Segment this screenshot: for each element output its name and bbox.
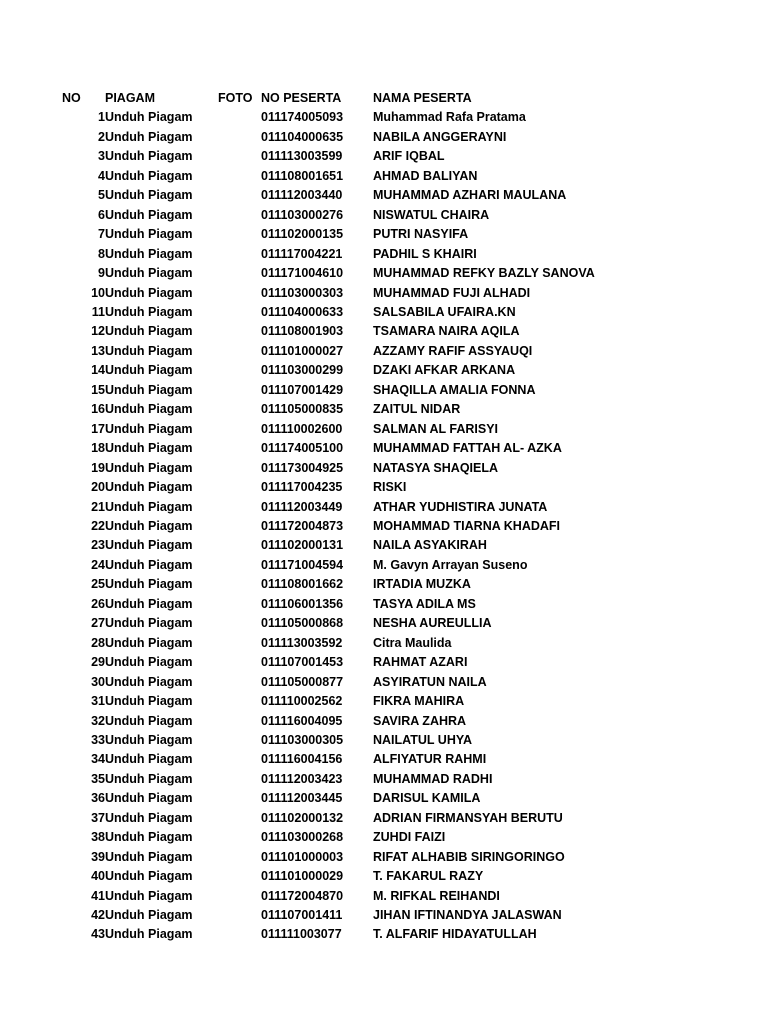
- table-row: [62, 575, 613, 594]
- row-number: 29: [91, 655, 105, 670]
- photo-cell: [218, 789, 261, 808]
- participant-number: 011108001903: [261, 324, 344, 339]
- participant-name: NAILATUL UHYA: [373, 732, 473, 747]
- table-row: [62, 595, 613, 614]
- download-certificate-link[interactable]: Unduh Piagam: [105, 129, 193, 144]
- row-number: 11: [91, 304, 105, 319]
- download-certificate-link[interactable]: Unduh Piagam: [105, 246, 193, 261]
- row-number: 18: [91, 441, 105, 456]
- table-row: [62, 731, 613, 750]
- photo-cell: [218, 264, 261, 283]
- participant-name: RISKI: [373, 480, 407, 495]
- row-number: 41: [91, 888, 105, 903]
- table-row: [62, 828, 613, 847]
- download-certificate-link[interactable]: Unduh Piagam: [105, 908, 193, 923]
- column-header-foto: FOTO: [218, 91, 253, 105]
- participant-number: 011172004873: [261, 518, 344, 533]
- photo-cell: [218, 712, 261, 731]
- participant-name: JIHAN IFTINANDYA JALASWAN: [373, 908, 562, 923]
- participant-name: NAILA ASYAKIRAH: [373, 538, 487, 553]
- photo-cell: [218, 245, 261, 264]
- participant-name: SAVIRA ZAHRA: [373, 713, 467, 728]
- photo-cell: [218, 867, 261, 886]
- photo-cell: [218, 459, 261, 478]
- participant-number: 011112003445: [261, 791, 343, 806]
- participant-number: 011107001429: [261, 382, 344, 397]
- participant-number: 011101000027: [261, 343, 344, 358]
- row-number: 26: [91, 596, 105, 611]
- row-number: 3: [98, 149, 105, 164]
- download-certificate-link[interactable]: Unduh Piagam: [105, 538, 193, 553]
- row-number: 14: [91, 363, 105, 378]
- participant-number: 011113003599: [261, 149, 343, 164]
- download-certificate-link[interactable]: Unduh Piagam: [105, 168, 193, 183]
- download-certificate-link[interactable]: Unduh Piagam: [105, 207, 193, 222]
- row-number: 9: [98, 266, 105, 281]
- row-number: 4: [98, 168, 105, 183]
- photo-cell: [218, 167, 261, 186]
- participant-name: ATHAR YUDHISTIRA JUNATA: [373, 499, 548, 514]
- participant-number: 011103000276: [261, 207, 344, 222]
- download-certificate-link[interactable]: Unduh Piagam: [105, 888, 193, 903]
- photo-cell: [218, 478, 261, 497]
- row-number: 10: [91, 285, 105, 300]
- participant-name: SALMAN AL FARISYI: [373, 421, 499, 436]
- participants-table: [62, 89, 613, 945]
- participant-number: 011113003592: [261, 635, 343, 650]
- photo-cell: [218, 439, 261, 458]
- participant-number: 011172004870: [261, 888, 344, 903]
- participant-name: RIFAT ALHABIB SIRINGORINGO: [373, 849, 565, 864]
- participant-name: MUHAMMAD FATTAH AL- AZKA: [373, 441, 562, 456]
- table-row: [62, 498, 613, 517]
- photo-cell: [218, 887, 261, 906]
- participant-name: MUHAMMAD AZHARI MAULANA: [373, 188, 567, 203]
- download-certificate-link[interactable]: Unduh Piagam: [105, 324, 193, 339]
- download-certificate-link[interactable]: Unduh Piagam: [105, 421, 193, 436]
- download-certificate-link[interactable]: Unduh Piagam: [105, 694, 193, 709]
- participant-name: PUTRI NASYIFA: [373, 227, 469, 242]
- photo-cell: [218, 342, 261, 361]
- participant-number: 011107001453: [261, 655, 344, 670]
- row-number: 25: [91, 577, 105, 592]
- photo-cell: [218, 925, 261, 944]
- participant-number: 011108001651: [261, 168, 344, 183]
- download-certificate-link[interactable]: Unduh Piagam: [105, 480, 193, 495]
- participant-name: Muhammad Rafa Pratama: [373, 110, 526, 125]
- photo-cell: [218, 322, 261, 341]
- download-certificate-link[interactable]: Unduh Piagam: [105, 732, 193, 747]
- participant-number: 011112003440: [261, 188, 343, 203]
- row-number: 20: [91, 480, 105, 495]
- participant-name: RAHMAT AZARI: [373, 655, 468, 670]
- download-certificate-link[interactable]: Unduh Piagam: [105, 363, 193, 378]
- row-number: 27: [91, 616, 105, 631]
- column-header-no: NO: [62, 91, 81, 105]
- photo-cell: [218, 186, 261, 205]
- download-certificate-link[interactable]: Unduh Piagam: [105, 635, 193, 650]
- table-row: [62, 381, 613, 400]
- participant-number: 011103000268: [261, 830, 344, 845]
- participant-number: 011174005100: [261, 441, 344, 456]
- row-number: 8: [98, 246, 105, 261]
- participant-number: 011107001411: [261, 908, 343, 923]
- download-certificate-link[interactable]: Unduh Piagam: [105, 266, 193, 281]
- table-row: [62, 186, 613, 205]
- table-row: [62, 147, 613, 166]
- table-row: [62, 128, 613, 147]
- table-row: [62, 887, 613, 906]
- participant-name: Citra Maulida: [373, 635, 452, 650]
- participant-name: SHAQILLA AMALIA FONNA: [373, 382, 536, 397]
- participant-name: SALSABILA UFAIRA.KN: [373, 304, 516, 319]
- photo-cell: [218, 848, 261, 867]
- row-number: 36: [91, 791, 105, 806]
- participant-number: 011108001662: [261, 577, 344, 592]
- participant-name: MUHAMMAD REFKY BAZLY SANOVA: [373, 266, 595, 281]
- photo-cell: [218, 128, 261, 147]
- participant-number: 011105000877: [261, 674, 344, 689]
- participant-name: IRTADIA MUZKA: [373, 577, 471, 592]
- photo-cell: [218, 906, 261, 925]
- photo-cell: [218, 692, 261, 711]
- table-row: [62, 809, 613, 828]
- participant-name: NESHA AUREULLIA: [373, 616, 492, 631]
- participant-number: 011117004235: [261, 480, 343, 495]
- photo-cell: [218, 536, 261, 555]
- participant-number: 011103000305: [261, 732, 344, 747]
- participant-name: NABILA ANGGERAYNI: [373, 129, 507, 144]
- download-certificate-link[interactable]: Unduh Piagam: [105, 869, 193, 884]
- table-row: [62, 653, 613, 672]
- participant-number: 011110002562: [261, 694, 343, 709]
- row-number: 38: [91, 830, 105, 845]
- participant-number: 011101000029: [261, 869, 344, 884]
- download-certificate-link[interactable]: Unduh Piagam: [105, 577, 193, 592]
- participant-number: 011105000835: [261, 402, 344, 417]
- photo-cell: [218, 673, 261, 692]
- participant-name: NATASYA SHAQIELA: [373, 460, 499, 475]
- photo-cell: [218, 420, 261, 439]
- participant-number: 011116004156: [261, 752, 343, 767]
- download-certificate-link[interactable]: Unduh Piagam: [105, 752, 193, 767]
- table-row: [62, 303, 613, 322]
- table-row: [62, 108, 613, 127]
- table-row: [62, 556, 613, 575]
- participant-number: 011102000135: [261, 227, 344, 242]
- participant-number: 011116004095: [261, 713, 343, 728]
- row-number: 2: [98, 129, 105, 144]
- participant-number: 011104000633: [261, 304, 344, 319]
- column-header-piagam: PIAGAM: [105, 91, 155, 105]
- photo-cell: [218, 147, 261, 166]
- participant-name: MUHAMMAD FUJI ALHADI: [373, 285, 531, 300]
- photo-cell: [218, 498, 261, 517]
- download-certificate-link[interactable]: Unduh Piagam: [105, 285, 193, 300]
- row-number: 6: [98, 207, 105, 222]
- participant-name: ALFIYATUR RAHMI: [373, 752, 487, 767]
- table-row: [62, 925, 613, 944]
- table-row: [62, 906, 613, 925]
- table-row: [62, 712, 613, 731]
- download-certificate-link[interactable]: Unduh Piagam: [105, 149, 193, 164]
- participant-name: ZAITUL NIDAR: [373, 402, 461, 417]
- photo-cell: [218, 556, 261, 575]
- row-number: 39: [91, 849, 105, 864]
- table-row: [62, 167, 613, 186]
- participant-name: ZUHDI FAIZI: [373, 830, 446, 845]
- table-row: [62, 264, 613, 283]
- row-number: 42: [91, 908, 105, 923]
- participant-name: M. Gavyn Arrayan Suseno: [373, 557, 528, 572]
- photo-cell: [218, 614, 261, 633]
- row-number: 17: [91, 421, 105, 436]
- column-header-no-peserta: NO PESERTA: [261, 91, 342, 105]
- table-row: [62, 848, 613, 867]
- download-certificate-link[interactable]: Unduh Piagam: [105, 616, 193, 631]
- participant-name: TASYA ADILA MS: [373, 596, 476, 611]
- photo-cell: [218, 770, 261, 789]
- download-certificate-link[interactable]: Unduh Piagam: [105, 304, 193, 319]
- participant-name: T. FAKARUL RAZY: [373, 869, 484, 884]
- participant-name: PADHIL S KHAIRI: [373, 246, 477, 261]
- row-number: 30: [91, 674, 105, 689]
- photo-cell: [218, 206, 261, 225]
- download-certificate-link[interactable]: Unduh Piagam: [105, 499, 193, 514]
- download-certificate-link[interactable]: Unduh Piagam: [105, 927, 193, 942]
- photo-cell: [218, 828, 261, 847]
- download-certificate-link[interactable]: Unduh Piagam: [105, 810, 193, 825]
- column-header-nama-peserta: NAMA PESERTA: [373, 91, 472, 105]
- row-number: 43: [91, 927, 105, 942]
- download-certificate-link[interactable]: Unduh Piagam: [105, 791, 193, 806]
- participant-name: ADRIAN FIRMANSYAH BERUTU: [373, 810, 563, 825]
- table-row: [62, 206, 613, 225]
- participant-number: 011173004925: [261, 460, 344, 475]
- photo-cell: [218, 634, 261, 653]
- participant-name: MOHAMMAD TIARNA KHADAFI: [373, 518, 561, 533]
- participant-name: AHMAD BALIYAN: [373, 168, 478, 183]
- download-certificate-link[interactable]: Unduh Piagam: [105, 402, 193, 417]
- photo-cell: [218, 381, 261, 400]
- photo-cell: [218, 400, 261, 419]
- participant-name: FIKRA MAHIRA: [373, 694, 465, 709]
- row-number: 24: [91, 557, 105, 572]
- table-row: [62, 400, 613, 419]
- participant-number: 011117004221: [261, 246, 343, 261]
- download-certificate-link[interactable]: Unduh Piagam: [105, 382, 193, 397]
- download-certificate-link[interactable]: Unduh Piagam: [105, 557, 193, 572]
- download-certificate-link[interactable]: Unduh Piagam: [105, 674, 193, 689]
- table-row: [62, 284, 613, 303]
- row-number: 13: [91, 343, 105, 358]
- row-number: 35: [91, 771, 105, 786]
- table-row: [62, 420, 613, 439]
- row-number: 31: [91, 694, 105, 709]
- photo-cell: [218, 575, 261, 594]
- participant-name: NISWATUL CHAIRA: [373, 207, 490, 222]
- download-certificate-link[interactable]: Unduh Piagam: [105, 110, 193, 125]
- row-number: 32: [91, 713, 105, 728]
- download-certificate-link[interactable]: Unduh Piagam: [105, 227, 193, 242]
- participant-number: 011102000131: [261, 538, 344, 553]
- photo-cell: [218, 750, 261, 769]
- participant-name: TSAMARA NAIRA AQILA: [373, 324, 520, 339]
- photo-cell: [218, 225, 261, 244]
- table-row: [62, 536, 613, 555]
- participant-name: MUHAMMAD RADHI: [373, 771, 493, 786]
- photo-cell: [218, 108, 261, 127]
- row-number: 16: [91, 402, 105, 417]
- download-certificate-link[interactable]: Unduh Piagam: [105, 849, 193, 864]
- row-number: 7: [98, 227, 105, 242]
- participant-number: 011112003449: [261, 499, 343, 514]
- participant-number: 011105000868: [261, 616, 344, 631]
- table-row: [62, 245, 613, 264]
- download-certificate-link[interactable]: Unduh Piagam: [105, 713, 193, 728]
- table-row: [62, 459, 613, 478]
- row-number: 34: [91, 752, 105, 767]
- photo-cell: [218, 653, 261, 672]
- participant-name: ASYIRATUN NAILA: [373, 674, 487, 689]
- row-number: 28: [91, 635, 105, 650]
- table-row: [62, 770, 613, 789]
- participant-number: 011174005093: [261, 110, 344, 125]
- table-row: [62, 789, 613, 808]
- table-row: [62, 225, 613, 244]
- row-number: 40: [91, 869, 105, 884]
- participant-number: 011101000003: [261, 849, 344, 864]
- row-number: 21: [91, 499, 105, 514]
- participant-number: 011112003423: [261, 771, 343, 786]
- row-number: 37: [91, 810, 105, 825]
- photo-cell: [218, 809, 261, 828]
- participant-number: 011111003077: [261, 927, 342, 942]
- row-number: 15: [91, 382, 105, 397]
- participant-name: T. ALFARIF HIDAYATULLAH: [373, 927, 537, 942]
- row-number: 22: [91, 518, 105, 533]
- participant-number: 011110002600: [261, 421, 343, 436]
- participant-number: 011104000635: [261, 129, 344, 144]
- download-certificate-link[interactable]: Unduh Piagam: [105, 830, 193, 845]
- row-number: 12: [91, 324, 105, 339]
- participant-name: M. RIFKAL REIHANDI: [373, 888, 500, 903]
- header-row: [62, 89, 613, 108]
- download-certificate-link[interactable]: Unduh Piagam: [105, 343, 193, 358]
- row-number: 19: [91, 460, 105, 475]
- download-certificate-link[interactable]: Unduh Piagam: [105, 655, 193, 670]
- table-row: [62, 517, 613, 536]
- photo-cell: [218, 284, 261, 303]
- participant-number: 011102000132: [261, 810, 344, 825]
- table-row: [62, 614, 613, 633]
- participant-number: 011171004594: [261, 557, 344, 572]
- table-row: [62, 867, 613, 886]
- table-row: [62, 342, 613, 361]
- table-row: [62, 673, 613, 692]
- participant-number: 011171004610: [261, 266, 344, 281]
- participant-name: ARIF IQBAL: [373, 149, 445, 164]
- row-number: 33: [91, 732, 105, 747]
- table-row: [62, 439, 613, 458]
- photo-cell: [218, 595, 261, 614]
- participant-number: 011103000303: [261, 285, 344, 300]
- table-row: [62, 478, 613, 497]
- table-row: [62, 750, 613, 769]
- row-number: 23: [91, 538, 105, 553]
- download-certificate-link[interactable]: Unduh Piagam: [105, 460, 193, 475]
- participant-number: 011103000299: [261, 363, 344, 378]
- row-number: 1: [98, 110, 105, 125]
- table-row: [62, 361, 613, 380]
- download-certificate-link[interactable]: Unduh Piagam: [105, 518, 193, 533]
- participant-number: 011106001356: [261, 596, 344, 611]
- participant-name: DARISUL KAMILA: [373, 791, 481, 806]
- row-number: 5: [98, 188, 105, 203]
- table-row: [62, 322, 613, 341]
- photo-cell: [218, 361, 261, 380]
- download-certificate-link[interactable]: Unduh Piagam: [105, 596, 193, 611]
- participant-name: AZZAMY RAFIF ASSYAUQI: [373, 343, 533, 358]
- download-certificate-link[interactable]: Unduh Piagam: [105, 188, 193, 203]
- photo-cell: [218, 517, 261, 536]
- download-certificate-link[interactable]: Unduh Piagam: [105, 771, 193, 786]
- table-row: [62, 692, 613, 711]
- download-certificate-link[interactable]: Unduh Piagam: [105, 441, 193, 456]
- photo-cell: [218, 731, 261, 750]
- table-row: [62, 634, 613, 653]
- participant-name: DZAKI AFKAR ARKANA: [373, 363, 516, 378]
- photo-cell: [218, 303, 261, 322]
